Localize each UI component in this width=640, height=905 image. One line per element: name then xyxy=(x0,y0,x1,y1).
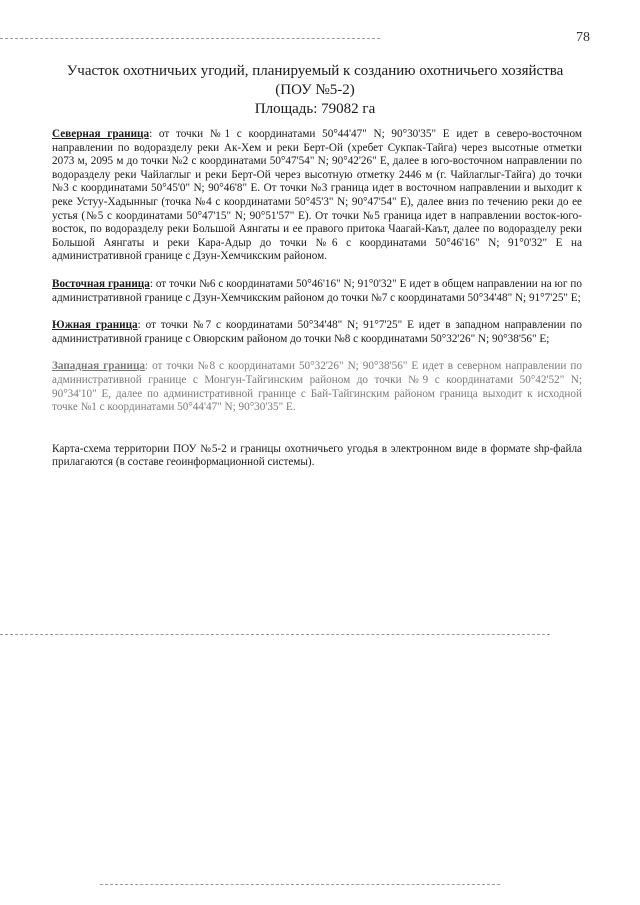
title-line-2: (ПОУ №5-2) xyxy=(275,82,355,98)
scan-line-top xyxy=(0,38,380,39)
east-boundary-heading: Восточная граница xyxy=(52,277,150,290)
north-boundary-heading: Северная граница xyxy=(52,128,150,140)
south-boundary-paragraph xyxy=(52,319,582,346)
north-boundary-paragraph xyxy=(52,128,582,264)
south-boundary-text: : от точки №7 с координатами 50°34'48" N; 91°7'25" E идет в западном направлении по административной границе с Овюрским районом до точки №8 с координатами 50°32'26" N; 90°38'56" E; xyxy=(52,319,582,345)
west-boundary-paragraph xyxy=(52,360,582,414)
west-boundary-text: : от точки №8 с координатами 50°32'26" N; 90°38'56" E идет в северном направлении по административной границе с Монгун-Тайгинским районом до точки №9 с координатами 50°42'52" N; 90°34'10" E, далее по административной границе с Бай-Тайгинским районом граница выходит к исходной точке №1 с координатами 50°44'47" N; 90°30'35" E. xyxy=(52,360,582,414)
east-boundary-text: : от точки №6 с координатами 50°46'16" N; 91°0'32" E идет в общем направлении на юг по административной границе с Дзун-Хемчикским районом до точки №7 с координатами 50°34'48" N; 91°7'25" E; xyxy=(52,277,582,304)
document-title xyxy=(50,62,580,119)
east-boundary-paragraph xyxy=(52,278,582,305)
west-boundary-heading: Западная граница xyxy=(52,360,145,373)
scan-line-bottom xyxy=(100,884,500,885)
title-line-1: Участок охотничьих угодий, планируемый к созданию охотничьего хозяйства xyxy=(66,63,564,79)
south-boundary-heading: Южная граница xyxy=(52,319,138,332)
document-body xyxy=(52,128,582,484)
attachment-note: Карта-схема территории ПОУ №5-2 и границы охотничьего угодья в электронном виде в формате shp-файла прилагаются (в составе геоинформационной системы). xyxy=(52,442,582,469)
north-boundary-text: : от точки №1 с координатами 50°44'47" N; 90°30'35" E идет в северо-восточном направлении по водоразделу реки Ак-Хем и реки Берт-Ой (хребет Сукпак-Тайга) через высотные отметки 2073 м, 2095 м до точки №2 с координатами 50°47'54" N; 90°42'26" E, далее в юго-восточном направлении по водоразделу реки Чайлаглыг и реки Берт-Ой через высотную отметку 2446 м (г. Чайлаглыг-Тайга) до точки №3 с координатами 50°45'0" N; 90°46'8" E. От точки №3 граница идет в восточном направлении и выходит к реке Устуу-Хадынныг (точка №4 с координатами 50°45'3" N; 90°47'54" E), далее вниз по течению реки до ее устья (№5 с координатами 50°47'15" N; 90°51'57" E). От точки №5 граница идет в направлении восток-юго-восток, по водоразделу реки Большой Аянгаты и ее правого притока Чаагай-Каът, далее по водоразделу реки Большой Аянгаты и реки Кара-Адыр до точки №6 с координатами 50°46'16" N; 91°0'32" E на административной границе с Дзун-Хемчикским районом. xyxy=(52,128,582,263)
scan-line-middle xyxy=(0,634,550,635)
page-number: 78 xyxy=(576,30,590,45)
title-line-3: Площадь: 79082 га xyxy=(254,101,376,117)
